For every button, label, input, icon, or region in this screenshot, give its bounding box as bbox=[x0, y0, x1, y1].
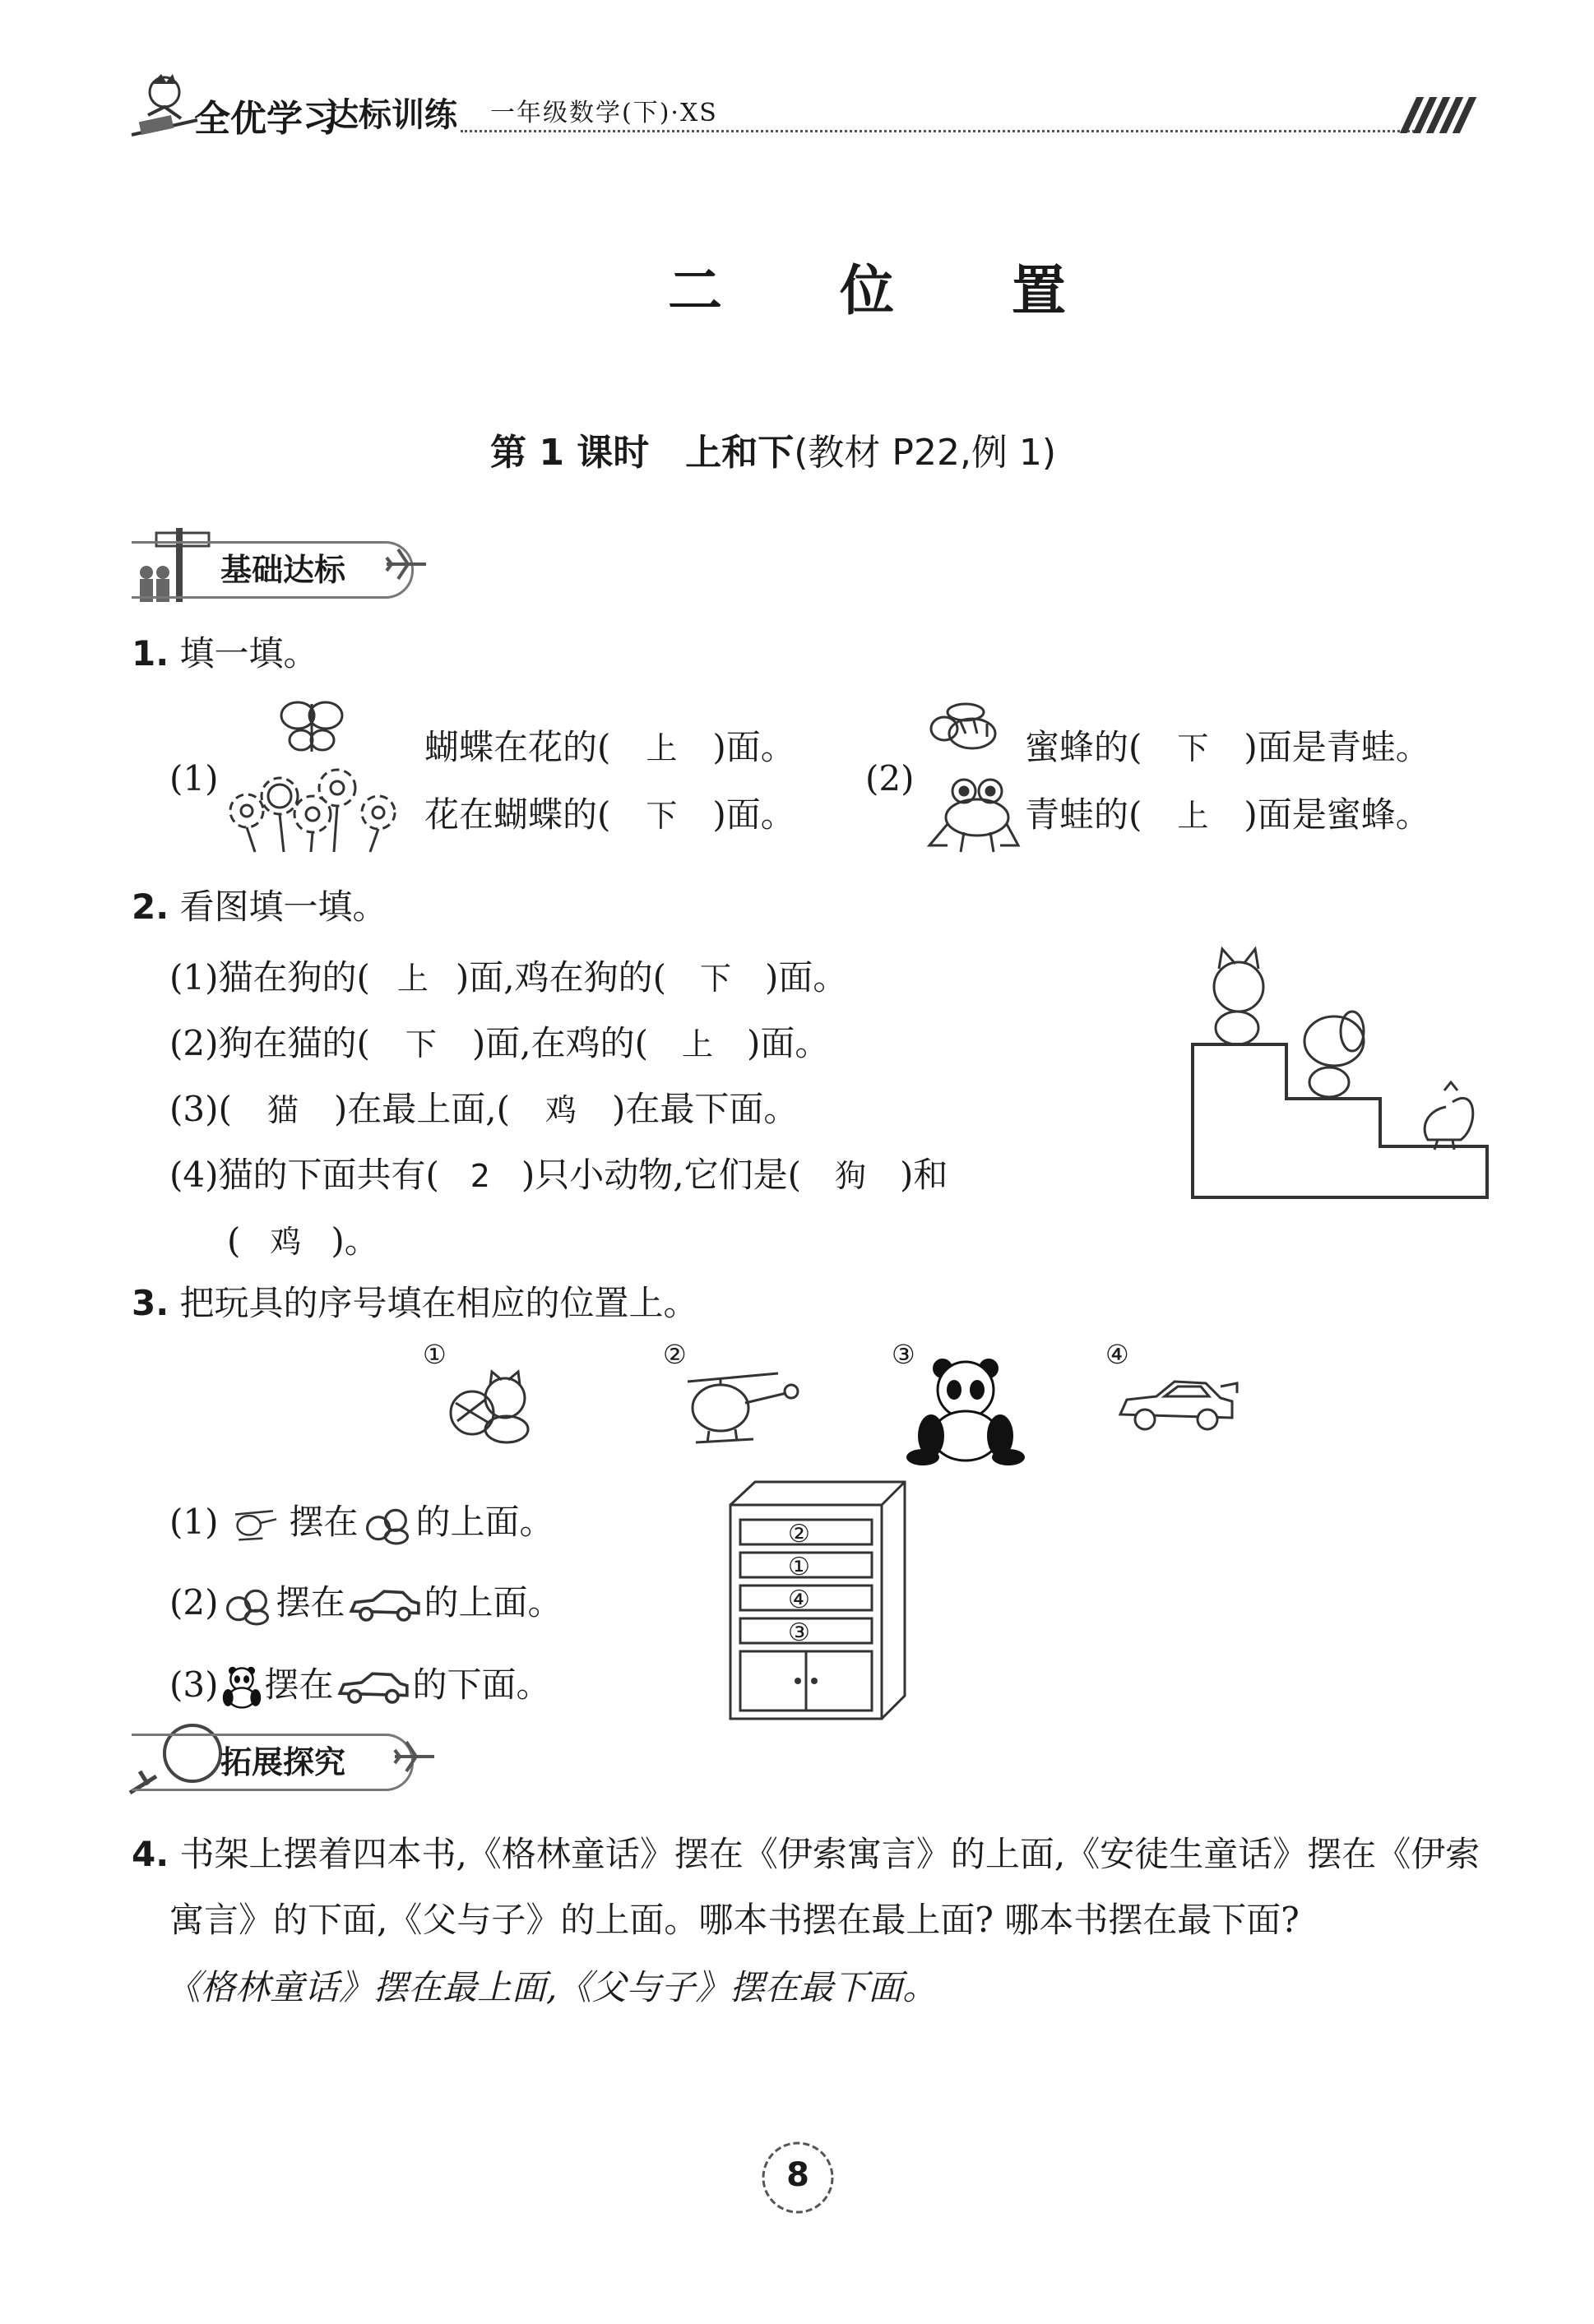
q3-statement-3 bbox=[169, 1658, 551, 1710]
q1-prompt: 填一填。 bbox=[179, 633, 318, 674]
toy-car-small-icon bbox=[334, 1668, 413, 1707]
stairs-animals-image bbox=[1189, 946, 1494, 1209]
cat-yarn-small-icon bbox=[359, 1503, 416, 1546]
q1-prompt-line bbox=[132, 627, 318, 676]
q2-prompt: 看图填一填。 bbox=[179, 887, 387, 927]
q1-p1-l2-end: )面。 bbox=[712, 794, 795, 835]
q1-p1-l2-text: 花在蝴蝶的( bbox=[424, 794, 611, 835]
q2-l2-answer1[interactable]: 下 bbox=[405, 1026, 437, 1062]
q2-l5-c: )。 bbox=[331, 1220, 379, 1261]
q4-line2: 寓言》的下面,《父与子》的上面。哪本书摆在最上面? 哪本书摆在最下面? bbox=[169, 1900, 1300, 1940]
q2-number: 2. bbox=[132, 887, 169, 927]
page-number: 8 bbox=[786, 2156, 809, 2194]
q4-text1: 书架上摆着四本书,《格林童话》摆在《伊索寓言》的上面,《安徒生童话》摆在《伊索 bbox=[179, 1834, 1480, 1874]
q2-l3-answer1[interactable]: 猫 bbox=[266, 1092, 299, 1128]
q1-p2-l1-end: )面是青蛙。 bbox=[1244, 727, 1430, 767]
q2-line1 bbox=[169, 951, 847, 1000]
toy-car-small-icon bbox=[345, 1586, 424, 1625]
q3-prompt: 把玩具的序号填在相应的位置上。 bbox=[179, 1283, 698, 1323]
toy-label-4: ④ bbox=[1105, 1339, 1129, 1370]
q3-statement-1 bbox=[169, 1495, 554, 1546]
dog-drawing bbox=[1304, 1012, 1364, 1097]
q1-p2-label: (2) bbox=[865, 758, 915, 799]
q2-l2-e: )面。 bbox=[747, 1023, 830, 1063]
toy-label-1: ① bbox=[423, 1339, 447, 1370]
q2-l4-answer1[interactable]: 2 bbox=[470, 1158, 490, 1194]
section-extend: 拓展探究 bbox=[132, 1734, 414, 1791]
bee-frog-image bbox=[915, 701, 1022, 857]
q2-l5-answer1[interactable]: 鸡 bbox=[270, 1224, 302, 1260]
shelf-slot-1[interactable]: ② bbox=[788, 1520, 810, 1549]
q3-s2-label: (2) bbox=[169, 1582, 219, 1623]
brand-logo: 全优学习 bbox=[194, 98, 339, 140]
q2-l5-a: ( bbox=[227, 1220, 241, 1261]
q3-s3-end: 的下面。 bbox=[412, 1664, 551, 1705]
q2-line2 bbox=[169, 1016, 829, 1066]
q1-p2-l2-text: 青蛙的( bbox=[1025, 794, 1142, 835]
q1-p1-l1-end: )面。 bbox=[712, 727, 795, 767]
helicopter-icon bbox=[663, 1357, 803, 1456]
rooster-drawing bbox=[1425, 1082, 1473, 1150]
q3-s1-label: (1) bbox=[169, 1502, 219, 1542]
airplane-icon bbox=[383, 546, 429, 582]
q1-p1-l1-text: 蝴蝶在花的( bbox=[424, 727, 611, 767]
q2-l1-a: (1)猫在狗的( bbox=[169, 957, 370, 998]
q2-l1-e: )面。 bbox=[765, 957, 848, 998]
cat-drawing bbox=[1214, 949, 1263, 1044]
lesson-name: 第 1 课时 上和下 bbox=[490, 432, 795, 474]
lesson-title bbox=[490, 423, 1056, 475]
q2-line4 bbox=[169, 1148, 948, 1197]
shelf-slot-3[interactable]: ④ bbox=[788, 1586, 810, 1614]
cabinet-drawing bbox=[729, 1480, 906, 1720]
header-divider bbox=[461, 130, 1415, 132]
toy-label-2: ② bbox=[663, 1339, 687, 1370]
q1-p2-answer1[interactable]: 下 bbox=[1177, 730, 1209, 766]
cat-yarn-small-icon bbox=[219, 1584, 276, 1627]
q2-l2-c: )面,在鸡的( bbox=[471, 1023, 649, 1063]
q2-line5 bbox=[227, 1214, 379, 1263]
q2-line3 bbox=[169, 1082, 798, 1132]
q2-l3-e: )在最下面。 bbox=[612, 1089, 799, 1129]
cat-yarn-icon bbox=[444, 1365, 535, 1447]
q4-number: 4. bbox=[132, 1834, 169, 1874]
q2-l3-c: )在最上面,( bbox=[333, 1089, 511, 1129]
q1-p1-line1 bbox=[424, 720, 795, 770]
q3-s2-end: 的上面。 bbox=[424, 1582, 563, 1623]
q2-l3-a: (3)( bbox=[169, 1089, 232, 1129]
q1-p2-line2 bbox=[1025, 788, 1430, 837]
q1-number: 1. bbox=[132, 633, 169, 674]
q3-s1-end: 的上面。 bbox=[415, 1502, 554, 1542]
shelf-slot-2[interactable]: ① bbox=[788, 1553, 810, 1581]
airplane-icon bbox=[392, 1738, 438, 1775]
q1-p2-l2-end: )面是蜜蜂。 bbox=[1244, 794, 1430, 835]
q2-l2-answer2[interactable]: 上 bbox=[682, 1026, 714, 1062]
header-stripes-icon bbox=[1408, 97, 1490, 133]
q2-l1-c: )面,鸡在狗的( bbox=[455, 957, 667, 998]
toy-car-icon bbox=[1115, 1372, 1237, 1437]
q2-l1-answer2[interactable]: 下 bbox=[700, 961, 732, 997]
q3-s1-mid: 摆在 bbox=[289, 1502, 359, 1542]
lesson-ref: (教材 P22,例 1) bbox=[794, 432, 1057, 474]
panda-small-icon bbox=[219, 1665, 265, 1710]
q1-p2-line1 bbox=[1025, 720, 1430, 770]
q4-answer[interactable]: 《格林童话》摆在最上面,《父与子》摆在最下面。 bbox=[166, 1967, 938, 2007]
q2-l3-answer2[interactable]: 鸡 bbox=[545, 1092, 577, 1128]
panda-icon bbox=[908, 1357, 1023, 1464]
helicopter-small-icon bbox=[219, 1504, 290, 1545]
q1-p1-label: (1) bbox=[169, 758, 219, 799]
q1-p1-answer1[interactable]: 上 bbox=[646, 730, 678, 766]
shelf-slot-4[interactable]: ③ bbox=[788, 1618, 810, 1647]
q2-l4-answer2[interactable]: 狗 bbox=[835, 1158, 867, 1194]
chapter-title: 二 位 置 bbox=[668, 259, 1115, 322]
section-basic: 基础达标 bbox=[132, 541, 414, 599]
q3-s3-mid: 摆在 bbox=[264, 1664, 334, 1705]
toy-label-3: ③ bbox=[892, 1339, 915, 1370]
q2-l4-c: )只小动物,它们是( bbox=[521, 1155, 802, 1195]
series-name: 达标训练 bbox=[326, 96, 457, 134]
q2-l2-a: (2)狗在猫的( bbox=[169, 1023, 370, 1063]
q1-p2-answer2[interactable]: 上 bbox=[1177, 798, 1209, 834]
q3-number: 3. bbox=[132, 1283, 169, 1323]
q3-s3-label: (3) bbox=[169, 1664, 219, 1705]
q2-l4-a: (4)猫的下面共有( bbox=[169, 1155, 439, 1195]
q1-p1-line2 bbox=[424, 788, 795, 837]
q2-prompt-line bbox=[132, 880, 387, 929]
q4-line1 bbox=[132, 1827, 1480, 1877]
q1-p2-l1-text: 蜜蜂的( bbox=[1025, 727, 1142, 767]
butterfly-flowers-image bbox=[222, 691, 411, 855]
q2-l1-answer1[interactable]: 上 bbox=[396, 961, 429, 997]
q3-s2-mid: 摆在 bbox=[276, 1582, 345, 1623]
q1-p1-answer2[interactable]: 下 bbox=[646, 798, 678, 834]
book-title: 一年级数学(下)·XS bbox=[490, 99, 718, 127]
mascot-icon bbox=[115, 69, 206, 143]
q2-l4-e: )和 bbox=[900, 1155, 948, 1195]
q3-prompt-line bbox=[132, 1276, 698, 1326]
q3-statement-2 bbox=[169, 1576, 563, 1627]
